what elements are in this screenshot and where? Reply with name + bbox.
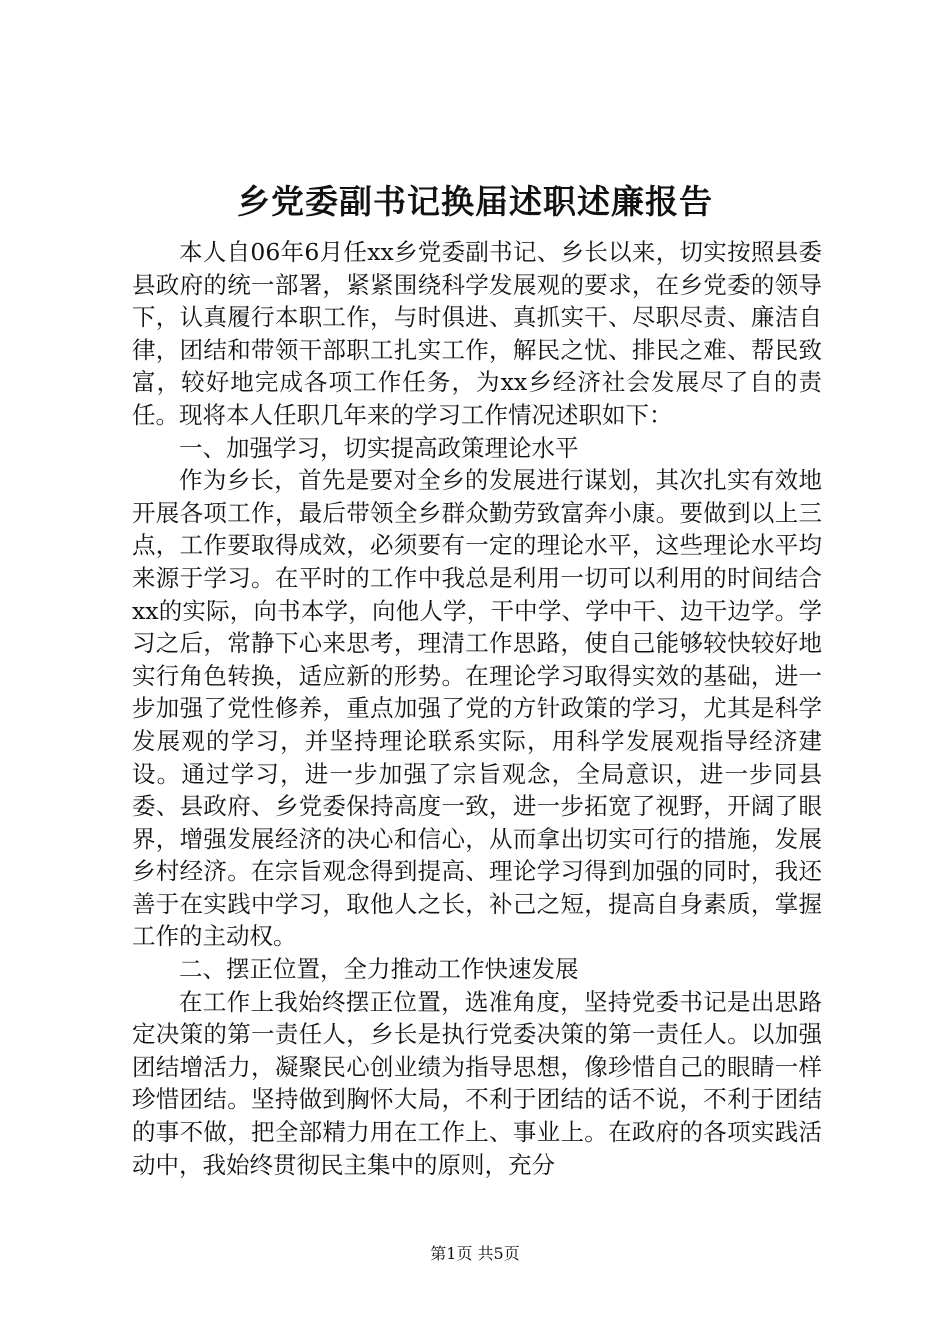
- page-number: 第1页 共5页: [430, 1244, 520, 1263]
- intro-paragraph: 本人自06年6月任xx乡党委副书记、乡长以来，切实按照县委县政府的统一部署，紧紧围绕科学发展观的要求，在乡党委的领导下，认真履行本职工作，与时俱进、真抓实干、尽职尽责、廉洁自律，团结和带领干部职工扎实工作，解民之忧、排民之难、帮民致富，较好地完成各项工作任务，为xx乡经济社会发展尽了自的责任。现将本人任职几年来的学习工作情况述职如下：: [132, 238, 822, 429]
- section-heading-2: 二、摆正位置，全力推动工作快速发展: [179, 955, 579, 984]
- document-title: 乡党委副书记换届述职述廉报告: [237, 182, 713, 221]
- document-body: [132, 236, 822, 1181]
- section-heading-1: 一、加强学习，切实提高政策理论水平: [179, 433, 579, 462]
- section-1-paragraph: 作为乡长，首先是要对全乡的发展进行谋划，其次扎实有效地开展各项工作，最后带领全乡群众勤劳致富奔小康。要做到以上三点，工作要取得成效，必须要有一定的理论水平，这些理论水平均来源于学习。在平时的工作中我总是利用一切可以利用的时间结合xx的实际，向书本学，向他人学，干中学、学中干、边干边学。学习之后，常静下心来思考，理清工作思路，使自己能够较快较好地实行角色转换，适应新的形势。在理论学习取得实效的基础，进一步加强了党性修养，重点加强了党的方针政策的学习，尤其是科学发展观的学习，并坚持理论联系实际，用科学发展观指导经济建设。通过学习，进一步加强了宗旨观念，全局意识，进一步同县委、县政府、乡党委保持高度一致，进一步拓宽了视野，开阔了眼界，增强发展经济的决心和信心，从而拿出切实可行的措施，发展乡村经济。在宗旨观念得到提高、理论学习得到加强的同时，我还善于在实践中学习，取他人之长，补己之短，提高自身素质，掌握工作的主动权。: [132, 466, 822, 951]
- section-2-paragraph: 在工作上我始终摆正位置，选准角度，坚持党委书记是出思路定决策的第一责任人，乡长是执行党委决策的第一责任人。以加强团结增活力，凝聚民心创业绩为指导思想，像珍惜自己的眼睛一样珍惜团结。坚持做到胸怀大局，不利于团结的话不说，不利于团结的事不做，把全部精力用在工作上、事业上。在政府的各项实践活动中，我始终贯彻民主集中的原则，充分: [132, 987, 822, 1179]
